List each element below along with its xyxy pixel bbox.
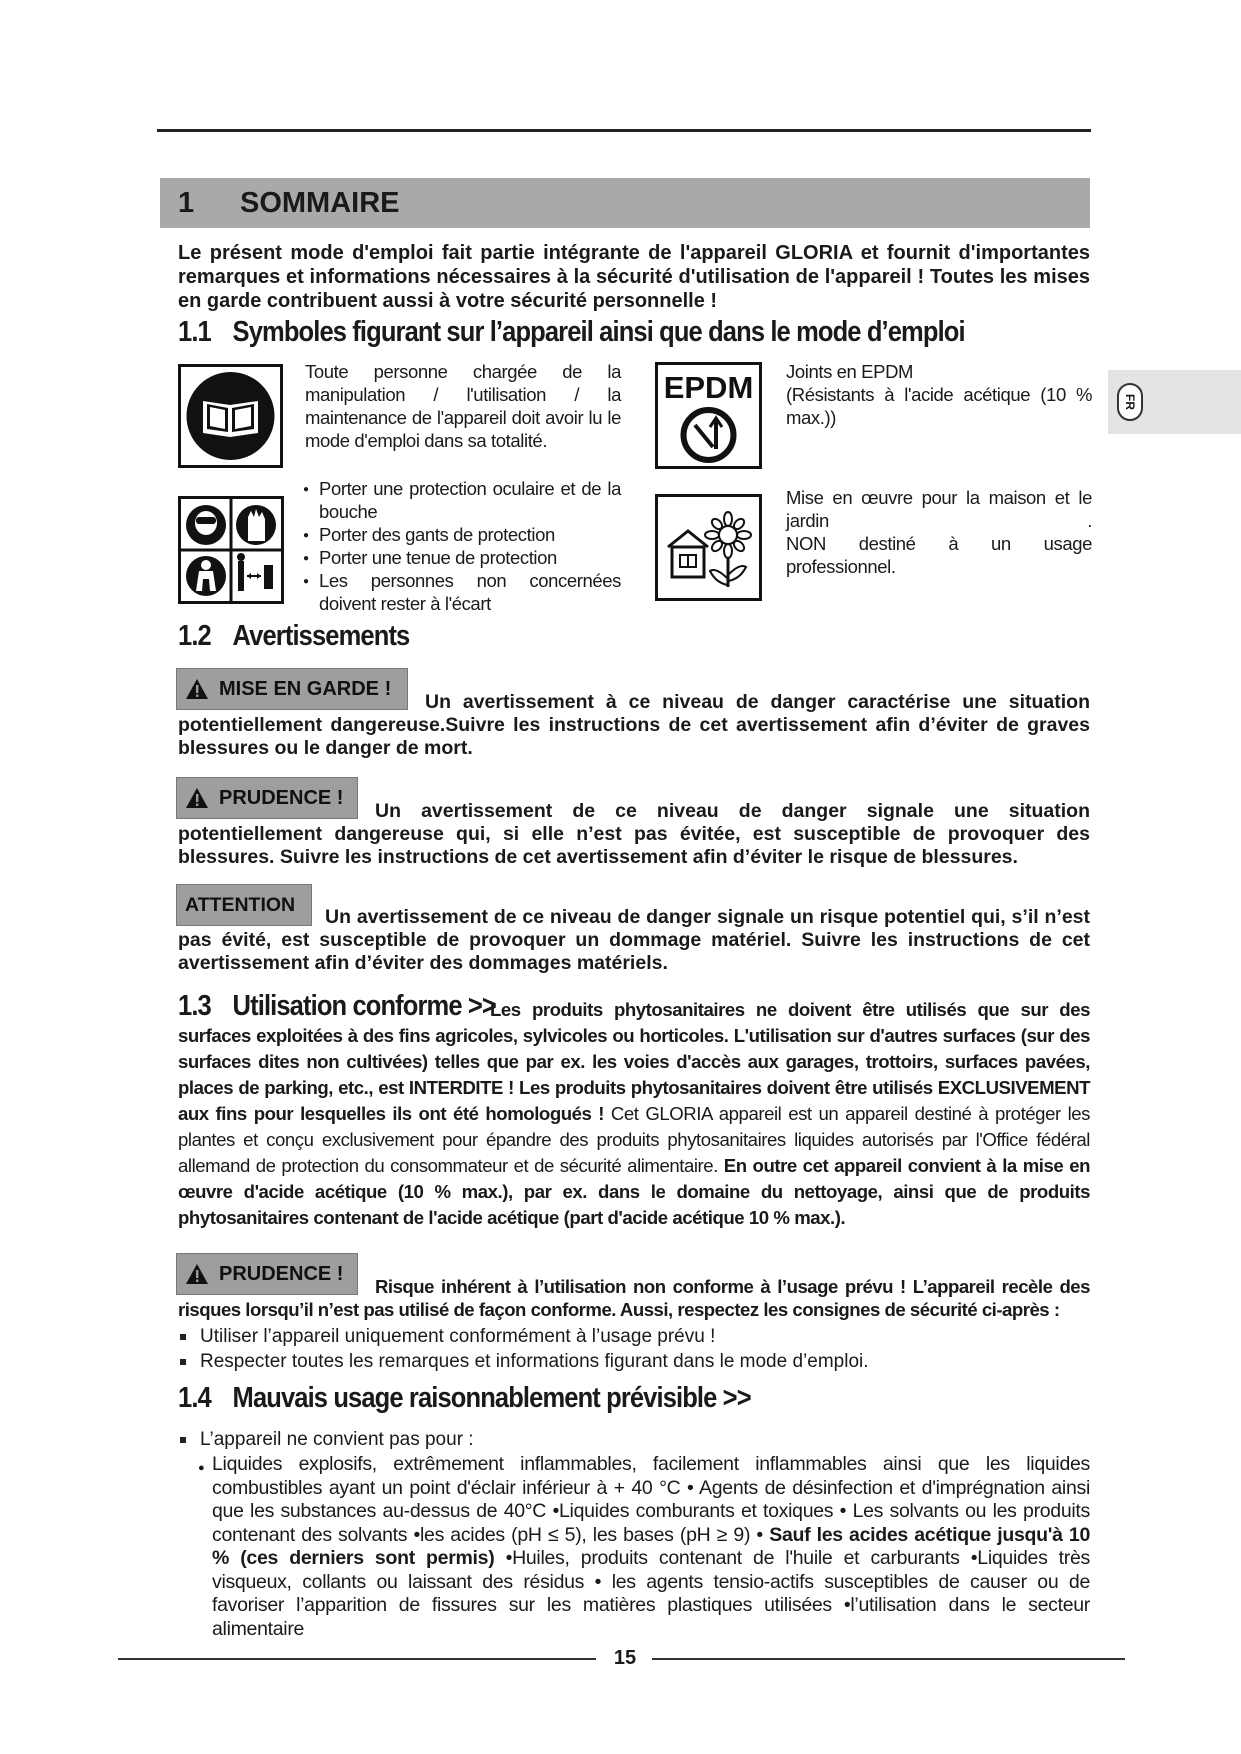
attention-badge-label: ATTENTION (185, 893, 296, 916)
heading-text: Mauvais usage raisonnablement prévisible >> (232, 1382, 751, 1414)
intended-use-bold-1: Les produits phytosanitaires ne doivent être utilisés que sur des surfaces exploitées à des fins agricoles, sylvicoles ou horticoles. L'utilisation sur d'autres surfaces (sur des surfaces dites non cultivées) telles que par ex. les voies d'accès aux garages, trottoirs, surfaces pavées, places de parking, etc., est INTERDITE ! Les produits phytosanitaires doivent être utilisés EXCLUSIVEMENT aux fins pour lesquelles ils ont été homologués ! (178, 999, 1090, 1124)
misuse-text-a: Liquides explosifs, extrêmement inflammables, facilement inflammables ainsi que les liquides combustibles ayant un point d'éclair inférieur à + 40 °C • Agents de désinfection et d'imprégnation ainsi que les substances au-dessus de 40°C •Liquides comburants et toxiques • Les solvants ou les produits contenant des solvants •les acides (pH ≤ 5), les bases (pH ≥ 9) • (212, 1453, 1090, 1546)
list-item: L’appareil ne convient pas pour : (178, 1427, 1090, 1452)
intended-use-normal: Cet GLORIA appareil est un appareil destiné à protéger les plantes et conçu exclusivement pour épandre des produits phytosanitaires liquides autorisés par l'Office fédéral allemand de protection du consommateur et de sécurité alimentaire. (178, 1103, 1090, 1176)
footer-rule-left (118, 1658, 596, 1660)
misuse-paragraph (212, 1453, 1090, 1641)
intro-paragraph: Le présent mode d'emploi fait partie intégrante de l'appareil GLORIA et fournit d'importantes remarques et informations nécessaires à la sécurité d'utilisation de l'appareil ! Toutes les mises en garde contribuent aussi à votre sécurité personnelle ! (178, 242, 1090, 312)
list-item: Respecter toutes les remarques et informations figurant dans le mode d’emploi. (178, 1349, 1090, 1374)
ppe-icon-grid (178, 496, 284, 604)
heading-text: Utilisation conforme >> (232, 990, 496, 1022)
home-garden-line-1: Mise en œuvre pour la maison et le jardin . (786, 487, 1092, 531)
list-item: ● Porter une tenue de protection (303, 546, 621, 569)
caution-text: Un avertissement de ce niveau de danger signale une situation potentiellement dangereuse qui, si elle n’est pas évitée, est susceptible de provoquer des blessures. Suivre les instructions de cet avertissement afin d’éviter le risque de blessures. (178, 800, 1090, 868)
heading-number: 1.3 (178, 990, 211, 1022)
list-item: ● Porter des gants de protection (303, 523, 621, 546)
footer-rule-right (652, 1658, 1125, 1660)
heading-number: 1.1 (178, 316, 211, 348)
misuse-text-b: •Huiles, produits contenant de l'huile et carburants •Liquides très visqueux, collants ou laissant des résidus • les agents tensio-actifs susceptibles de causer ou de favoriser l’apparition de fissures sur les matières plastiques utilisées •l’utilisation dans le secteur alimentaire (212, 1547, 1090, 1640)
epdm-icon (655, 362, 762, 469)
heading-number: 1.4 (178, 1382, 211, 1414)
heading-text: Symboles figurant sur l’appareil ainsi que dans le mode d’emploi (232, 316, 965, 348)
attention-text: Un avertissement de ce niveau de danger signale un risque potentiel qui, s’il n’est pas évité, est susceptible de provoquer un dommage matériel. Suivre les instructions de cet avertissement afin d’éviter des dommages matériels. (178, 906, 1090, 974)
language-tab-badge (1117, 383, 1143, 421)
list-item: ● Porter une protection oculaire et de la bouche (303, 477, 621, 523)
list-item: Utiliser l’appareil uniquement conformément à l’usage prévu ! (178, 1324, 1090, 1349)
read-manual-text: Toute personne chargée de la manipulation / l'utilisation / la maintenance de l'appareil doit avoir lu le mode d'emploi dans sa totalité. (305, 361, 621, 451)
section-header (160, 178, 1090, 228)
epdm-label: EPDM (663, 370, 754, 405)
misuse-list (178, 1427, 1090, 1452)
misuse-text-bold: Sauf les acides acétique jusqu'à 10 % (ces derniers sont permis) (212, 1523, 1090, 1569)
heading-1-4 (178, 1382, 751, 1415)
intended-use-list (178, 1324, 1090, 1374)
warning-text: Un avertissement à ce niveau de danger caractérise une situation potentiellement dangereuse.Suivre les instructions de cet avertissement afin d’éviter de graves blessures ou le danger de mort. (178, 691, 1090, 759)
caution-badge-label: PRUDENCE ! (219, 786, 344, 809)
bullet-dot-icon: ● (198, 1462, 205, 1474)
heading-number: 1.2 (178, 620, 211, 652)
misuse-risk-text: Risque inhérent à l’utilisation non conforme à l’usage prévu ! L’appareil recèle des risques lorsqu’il n’est pas utilisé de façon conforme. Aussi, respectez les consignes de sécurité ci-après : (178, 1276, 1090, 1320)
epdm-line-2: (Résistants à l'acide acétique (10 % max.)) (786, 384, 1092, 428)
page-number: 15 (613, 1647, 637, 1669)
list-item: ● Les personnes non concernées doivent rester à l'écart (303, 569, 621, 615)
top-rule (157, 129, 1091, 132)
home-garden-line-2: NON destiné à un usage professionnel. (786, 533, 1092, 577)
heading-1-2 (178, 620, 409, 653)
caution-badge-label: PRUDENCE ! (219, 1262, 344, 1285)
heading-text: Avertissements (232, 620, 410, 652)
home-garden-icon (655, 494, 762, 601)
ppe-list (303, 477, 621, 615)
read-manual-icon (178, 364, 283, 468)
language-tab-label: FR (1123, 394, 1137, 410)
intended-use-paragraph (178, 997, 1090, 1231)
heading-1-1 (178, 316, 965, 349)
epdm-line-1: Joints en EPDM (786, 361, 914, 382)
intended-use-bold-2: En outre cet appareil convient à la mise en œuvre d'acide acétique (10 % max.), par ex. dans le domaine du nettoyage, ainsi que de produits phytosanitaires contenant de l'acide acétique (part d'acide acétique 10 % max.). (178, 1155, 1090, 1228)
section-number: 1 (178, 187, 195, 219)
warning-badge-label: MISE EN GARDE ! (219, 677, 392, 700)
section-title: SOMMAIRE (240, 187, 400, 219)
